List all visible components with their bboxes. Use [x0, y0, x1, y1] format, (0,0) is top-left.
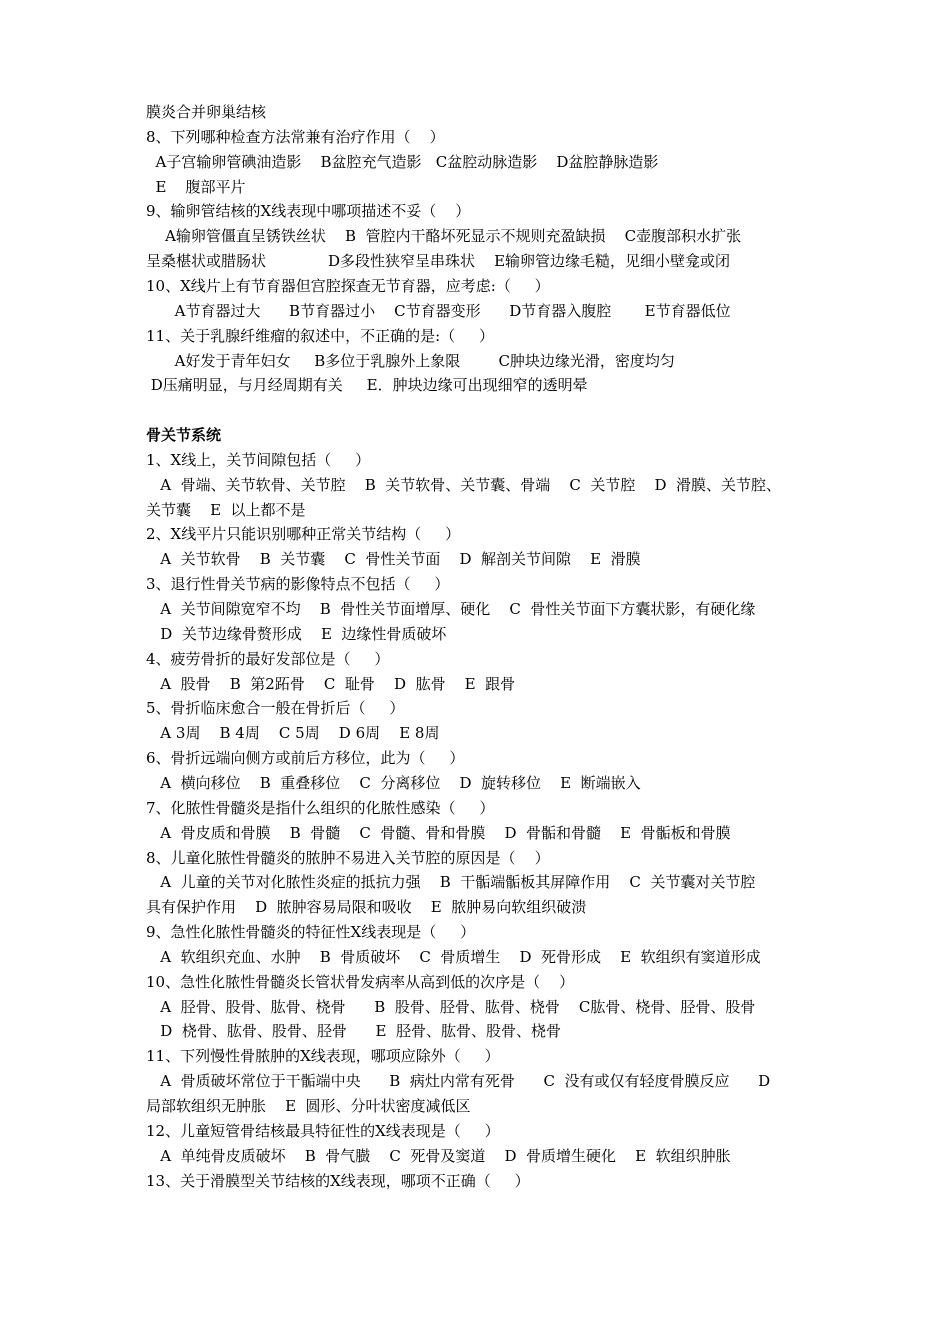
text-line: 局部软组织无肿胀 E 圆形、分叶状密度减低区: [146, 1097, 471, 1115]
text-line: 9、输卵管结核的X线表现中哪项描述不妥（ ）: [146, 202, 471, 221]
text-line: 5、骨折临床愈合一般在骨折后（ ）: [146, 699, 405, 718]
text-line: A子宫输卵管碘油造影 B盆腔充气造影 C盆腔动脉造影 D盆腔静脉造影: [146, 152, 659, 171]
text-line: 1、X线上，关节间隙包括（ ）: [146, 450, 371, 469]
text-line: 11、下列慢性骨脓肿的X线表现，哪项应除外（ ）: [146, 1047, 500, 1066]
text-line: A 软组织充血、水肿 B 骨质破坏 C 骨质增生 D 死骨形成 E 软组织有窦道形成: [146, 947, 761, 966]
text-line: 3、退行性骨关节病的影像特点不包括（ ）: [146, 575, 450, 594]
text-line: 关节囊 E 以上都不是: [146, 500, 306, 519]
text-line: 4、疲劳骨折的最好发部位是（ ）: [146, 649, 390, 668]
text-line: 8、下列哪种检查方法常兼有治疗作用（ ）: [146, 127, 445, 146]
text-line: E 腹部平片: [146, 177, 246, 196]
text-line: 13、关于滑膜型关节结核的X线表现，哪项不正确（ ）: [146, 1171, 530, 1190]
text-line: 呈桑椹状或腊肠状 D多段性狭窄呈串珠状 E输卵管边缘毛糙，见细小壁龛或闭: [146, 252, 731, 271]
text-line: 6、骨折远端向侧方或前后方移位，此为（ ）: [146, 749, 465, 768]
text-line: A 股骨 B 第2跖骨 C 耻骨 D 肱骨 E 跟骨: [146, 674, 516, 693]
text-line: A节育器过大 B节育器过小 C节育器变形 D节育器入腹腔 E节育器低位: [146, 301, 731, 320]
text-line: 9、急性化脓性骨髓炎的特征性X线表现是（ ）: [146, 923, 476, 942]
text-line: D压痛明显，与月经周期有关 E．肿块边缘可出现细窄的透明晕: [146, 376, 588, 395]
text-line: D 关节边缘骨赘形成 E 边缘性骨质破坏: [146, 624, 447, 643]
text-line: 具有保护作用 D 脓肿容易局限和吸收 E 脓肿易向软组织破溃: [146, 898, 587, 917]
text-line: A 3周 B 4周 C 5周 D 6周 E 8周: [146, 724, 440, 743]
text-line: A 横向移位 B 重叠移位 C 分离移位 D 旋转移位 E 断端嵌入: [146, 773, 641, 792]
text-line: 11、关于乳腺纤维瘤的叙述中，不正确的是:（ ）: [146, 326, 494, 345]
text-line: 2、X线平片只能识别哪种正常关节结构（ ）: [146, 525, 461, 544]
section-heading: 骨关节系统: [146, 426, 222, 445]
text-line: 8、儿童化脓性骨髓炎的脓肿不易进入关节腔的原因是（ ）: [146, 848, 550, 867]
text-line: D 桡骨、肱骨、股骨、胫骨 E 胫骨、肱骨、股骨、桡骨: [146, 1022, 561, 1041]
text-line: 10、急性化脓性骨髓炎长管状骨发病率从高到低的次序是（ ）: [146, 972, 575, 991]
text-line: A输卵管僵直呈锈铁丝状 B 管腔内干酪坏死显示不规则充盈缺损 C壶腹部积水扩张: [146, 227, 742, 246]
text-line: 膜炎合并卵巢结核: [146, 103, 267, 121]
text-line: A好发于青年妇女 B多位于乳腺外上象限 C肿块边缘光滑，密度均匀: [146, 351, 675, 370]
text-line: 7、化脓性骨髓炎是指什么组织的化脓性感染（ ）: [146, 798, 495, 817]
text-line: A 关节间隙宽窄不均 B 骨性关节面增厚、硬化 C 骨性关节面下方囊状影，有硬化缘: [146, 600, 756, 618]
text-line: A 骨质破坏常位于干骺端中央 B 病灶内常有死骨 C 没有或仅有轻度骨膜反应 D: [146, 1072, 771, 1091]
text-line: A 儿童的关节对化脓性炎症的抵抗力强 B 干骺端骺板其屏障作用 C 关节囊对关节腔: [146, 873, 756, 892]
text-line: 12、儿童短管骨结核最具特征性的X线表现是（ ）: [146, 1121, 500, 1140]
text-line: A 骨皮质和骨膜 B 骨髓 C 骨髓、骨和骨膜 D 骨骺和骨髓 E 骨骺板和骨膜: [146, 823, 731, 842]
text-line: A 骨端、关节软骨、关节腔 B 关节软骨、关节囊、骨端 C 关节腔 D 滑膜、关节腔、: [146, 475, 782, 494]
text-line: A 单纯骨皮质破坏 B 骨气臌 C 死骨及窦道 D 骨质增生硬化 E 软组织肿胀: [146, 1146, 731, 1165]
text-line: A 关节软骨 B 关节囊 C 骨性关节面 D 解剖关节间隙 E 滑膜: [146, 550, 641, 569]
text-line: 10、X线片上有节育器但宫腔探查无节育器，应考虑:（ ）: [146, 276, 550, 295]
text-line: A 胫骨、股骨、肱骨、桡骨 B 股骨、胫骨、肱骨、桡骨 C肱骨、桡骨、胫骨、股骨: [146, 997, 756, 1016]
